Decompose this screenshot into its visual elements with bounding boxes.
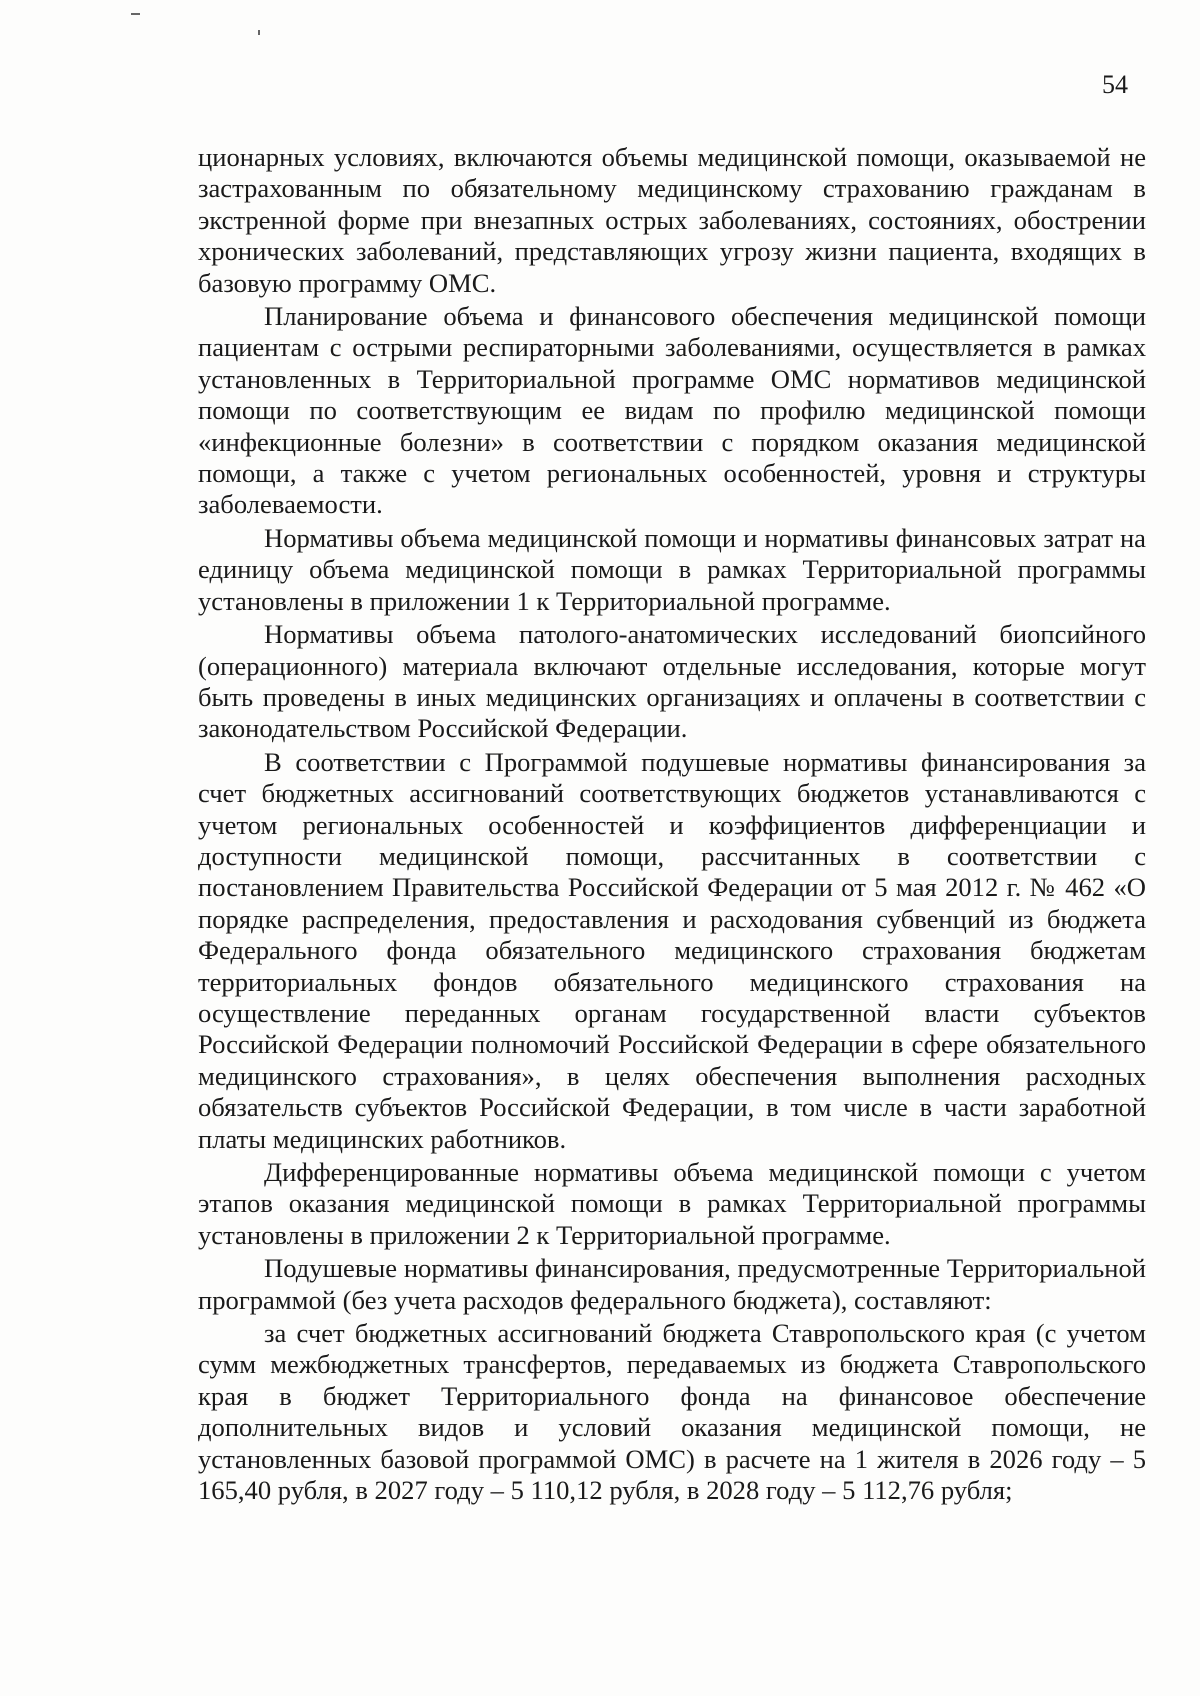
- paragraph-differentiated-norms: Дифференцированные нормативы объема медицинской помощи с учетом этапов оказания медицинской помощи в рамках Территориальной программы установлены в приложении 2 к Территориальной программе.: [198, 1157, 1146, 1250]
- paragraph-continuation: ционарных условиях, включаются объемы медицинской помощи, оказываемой не застрахованным по обязательному медицинскому страхованию гражданам в экстренной форме при внезапных острых заболеваниях, состояниях, обострении хронических заболеваний, представляющих угрозу жизни пациента, входящих в базовую программу ОМС.: [198, 142, 1146, 298]
- paragraph-volume-norms: Нормативы объема медицинской помощи и нормативы финансовых затрат на единицу объема медицинской помощи в рамках Территориальной программы установлены в приложении 1 к Территориальной программе.: [198, 522, 1146, 616]
- scan-speck: [131, 13, 140, 15]
- paragraph-pathology-norms: Нормативы объема патолого-анатомических исследований биопсийного (операционного) материала включают отдельные исследования, которые могут быть проведены в иных медицинских организациях и оплачены в соответствии с законодательством Российской Федерации.: [198, 619, 1146, 744]
- page-number: 54: [1102, 70, 1128, 99]
- scan-speck: [258, 30, 260, 35]
- paragraph-respiratory-planning: Планирование объема и финансового обеспечения медицинской помощи пациентам с острыми респираторными заболеваниями, осуществляется в рамках установленных в Территориальной программе ОМС нормативов медицинской помощи по соответствующим ее видам по профилю медицинской помощи «инфекционные болезни» в соответствии с порядком оказания медицинской помощи, а также с учетом региональных особенностей, уровня и структуры заболеваемости.: [198, 301, 1146, 520]
- paragraph-per-capita-norms: В соответствии с Программой подушевые нормативы финансирования за счет бюджетных ассигнований соответствующих бюджетов устанавливаются с учетом региональных особенностей и коэффициентов дифференциации и доступности медицинской помощи, рассчитанных в соответствии с постановлением Правительства Российской Федерации от 5 мая 2012 г. № 462 «О порядке распределения, предоставления и расходования субвенций из бюджета Федерального фонда обязательного медицинского страхования бюджетам территориальных фондов обязательного медицинского страхования на осуществление переданных органам государственной власти субъектов Российской Федерации полномочий Российской Федерации в сфере обязательного медицинского страхования», в целях обеспечения выполнения расходных обязательств субъектов Российской Федерации, в том числе в части заработной платы медицинских работников.: [198, 746, 1146, 1154]
- document-body: [198, 142, 1146, 1508]
- paragraph-budget-amounts: за счет бюджетных ассигнований бюджета Ставропольского края (с учетом сумм межбюджетных трансфертов, передаваемых из бюджета Ставропольского края в бюджет Территориального фонда на финансовое обеспечение дополнительных видов и условий оказания медицинской помощи, не установленных базовой программой ОМС) в расчете на 1 жителя в 2026 году – 5 165,40 рубля, в 2027 году – 5 110,12 рубля, в 2028 году – 5 112,76 рубля;: [198, 1318, 1146, 1506]
- paragraph-financing-intro: Подушевые нормативы финансирования, предусмотренные Территориальной программой (без учета расходов федерального бюджета), составляют:: [198, 1253, 1146, 1315]
